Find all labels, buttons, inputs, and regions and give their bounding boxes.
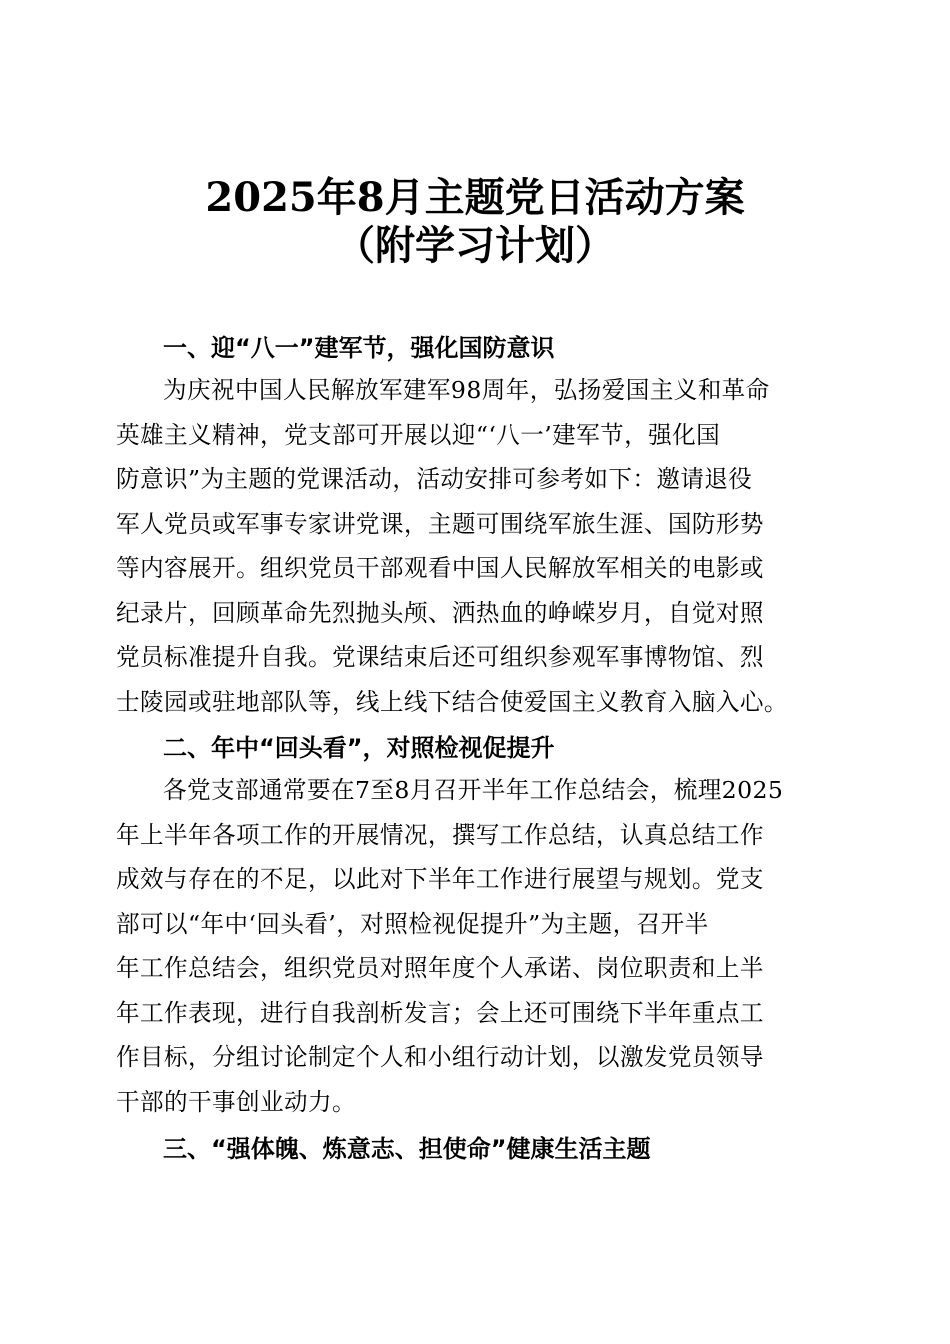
paragraph-line: 士陵园或驻地部队等，线上线下结合使爱国主义教育入脑入心。 [116, 687, 788, 716]
paragraph-line: 防意识”为主题的党课活动，活动安排可参考如下：邀请退役 [116, 465, 753, 493]
paragraph-line: 成效与存在的不足，以此对下半年工作进行展望与规划。党支 [116, 865, 764, 893]
paragraph-line: 各党支部通常要在7至8月召开半年工作总结会，梳理2025 [163, 776, 784, 804]
paragraph-line: 年上半年各项工作的开展情况，撰写工作总结，认真总结工作 [116, 820, 764, 849]
paragraph-line: 党员标准提升自我。党课结束后还可组织参观军事博物馆、烈 [116, 643, 764, 671]
paragraph-line: 英雄主义精神，党支部可开展以迎“‘八一’建军节，强化国 [116, 420, 721, 449]
paragraph-line: 部可以“年中‘回头看’，对照检视促提升”为主题，召开半 [116, 909, 709, 938]
section-1-heading: 一、迎“八一”建军节，强化国防意识 [163, 334, 555, 362]
paragraph-line: 干部的干事创业动力。 [116, 1087, 356, 1116]
section-2-heading: 二、年中“回头看”，对照检视促提升 [163, 734, 555, 762]
paragraph-line: 军人党员或军事专家讲党课，主题可围绕军旅生涯、国防形势 [116, 509, 764, 538]
paragraph-line: 等内容展开。组织党员干部观看中国人民解放军相关的电影或 [116, 554, 764, 582]
document-title: 2025年8月主题党日活动方案 [205, 174, 745, 221]
paragraph-line: 作目标，分组讨论制定个人和小组行动计划，以激发党员领导 [116, 1043, 764, 1071]
section-3-heading: 三、“强体魄、炼意志、担使命”健康生活主题 [163, 1135, 651, 1163]
paragraph-line: 为庆祝中国人民解放军建军98周年，弘扬爱国主义和革命 [163, 376, 770, 404]
section-2-paragraph [116, 768, 832, 1124]
section-1-paragraph [116, 368, 832, 724]
paragraph-line: 年工作总结会，组织党员对照年度个人承诺、岗位职责和上半 [116, 954, 764, 982]
document-subtitle: （附学习计划） [335, 222, 615, 269]
paragraph-line: 年工作表现，进行自我剖析发言；会上还可围绕下半年重点工 [116, 998, 764, 1027]
paragraph-line: 纪录片，回顾革命先烈抛头颅、洒热血的峥嵘岁月，自觉对照 [116, 598, 764, 627]
